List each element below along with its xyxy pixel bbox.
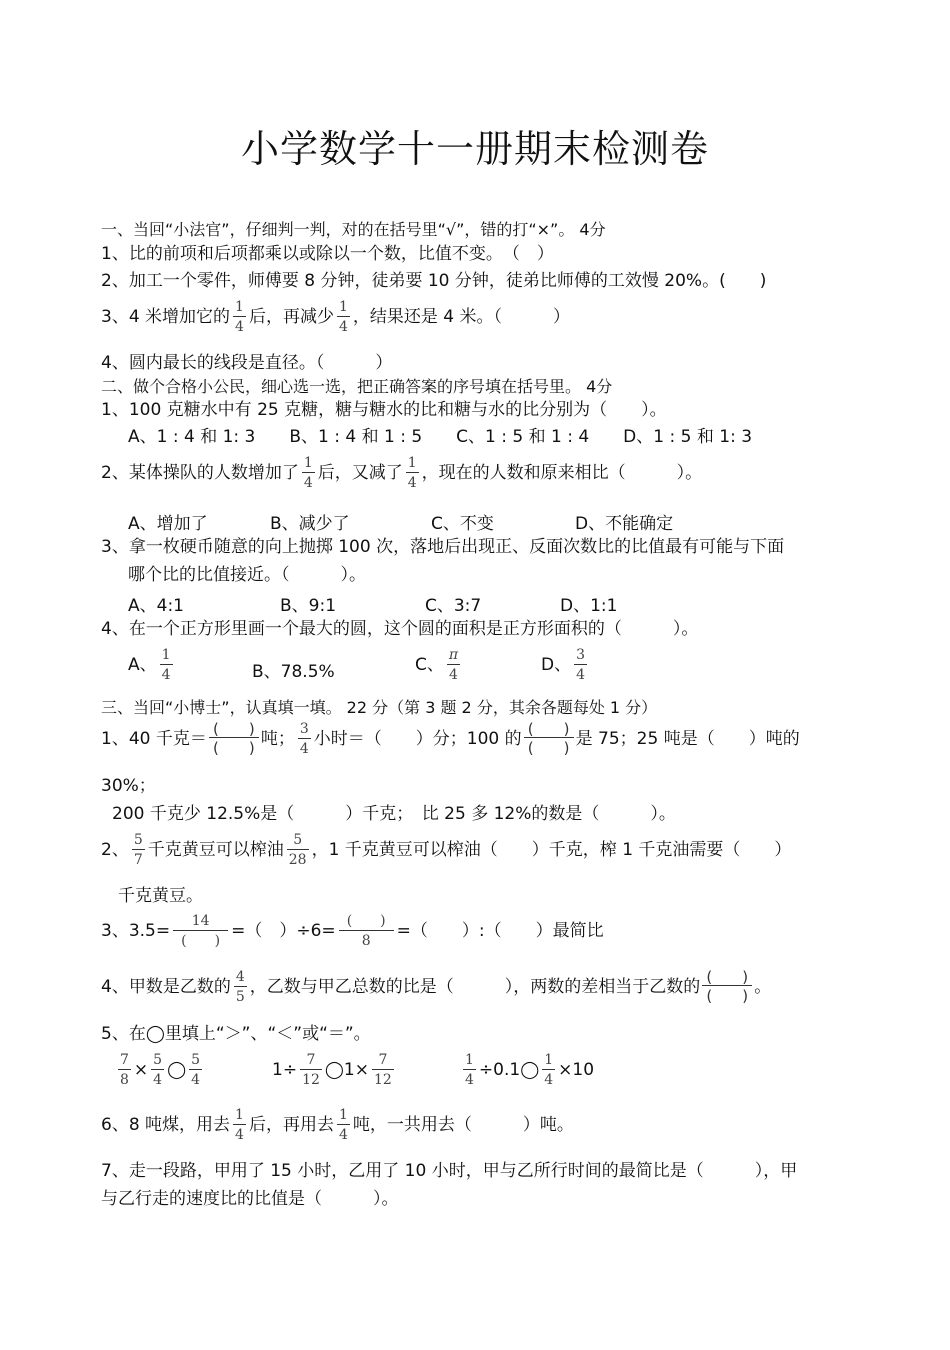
fraction: $\frac{\pi}{4}$ xyxy=(448,647,459,683)
s1-question-2: 2、加工一个零件，师傅要 8 分钟，徒弟要 10 分钟，徒弟比师傅的工效慢 20%。( ) xyxy=(101,271,767,291)
fraction: $\frac{5}{4}$ xyxy=(191,1052,201,1088)
s3-question-2-line2: 千克黄豆。 xyxy=(118,886,203,906)
page-title: 小学数学十一册期末检测卷 xyxy=(240,127,709,171)
s3-question-4: 4、甲数是乙数的 $\frac{4}{5}$ ，乙数与甲乙总数的比是（ ），两数的差相当于乙数的 ( ) ( ) 。 xyxy=(101,968,772,1005)
fraction: $\frac{1}{4}$ xyxy=(544,1052,554,1088)
s3-question-2: 2、 $\frac{5}{7}$ 千克黄豆可以榨油 $\frac{5}{28}$ ，1 千克黄豆可以榨油（ ）千克，榨 1 千克油需要（ ） xyxy=(101,832,792,868)
s3-question-6: 6、8 吨煤，用去 $\frac{1}{4}$ 后，再用去 $\frac{1}{4}$ 吨，一共用去（ ）吨。 xyxy=(101,1107,574,1143)
s3-question-7-line1: 7、走一段路，甲用了 15 小时，乙用了 10 小时，甲与乙所行时间的最简比是（ ），甲 xyxy=(101,1161,798,1181)
fraction: $\frac{1}{4}$ xyxy=(338,299,348,335)
fraction: $\frac{1}{4}$ xyxy=(235,299,244,335)
s2-q4-option-a: A、 $\frac{1}{4}$ xyxy=(128,647,171,683)
section-2-heading: 二、做个合格小公民，细心选一选，把正确答案的序号填在括号里。 4分 xyxy=(101,377,613,396)
fraction: $\frac{1}{4}$ xyxy=(235,1107,244,1143)
s3-question-1-line3: 200 千克少 12.5%是（ ）千克； 比 25 多 12%的数是（ ）。 xyxy=(112,804,676,824)
s3-q5-expression-3: $\frac{1}{4}$ ÷0.1◯ $\frac{1}{4}$ ×10 xyxy=(465,1052,595,1088)
s2-q4-option-c: C、 $\frac{\pi}{4}$ xyxy=(415,647,459,683)
s3-question-7-line2: 与乙行走的速度比的比值是（ ）。 xyxy=(101,1189,399,1209)
fraction-blank: ( ) ( ) xyxy=(702,970,752,1004)
s2-q2-option-c: C、不变 xyxy=(431,514,494,534)
fraction: $\frac{7}{12}$ xyxy=(373,1052,392,1088)
fraction: 14 ( ) xyxy=(173,914,228,948)
fraction: $\frac{1}{4}$ xyxy=(161,647,171,683)
s3-question-5: 5、在◯里填上“＞”、“＜”或“＝”。 xyxy=(101,1024,371,1044)
s2-q2-option-d: D、不能确定 xyxy=(575,514,674,534)
fraction: $\frac{5}{4}$ xyxy=(153,1052,163,1088)
s1-question-1: 1、比的前项和后项都乘以或除以一个数，比值不变。 （ ） xyxy=(101,244,554,264)
s2-q3-option-c: C、3:7 xyxy=(425,596,482,616)
fraction: $\frac{3}{4}$ xyxy=(299,721,309,757)
s1-question-3: 3、4 米增加它的 $\frac{1}{4}$ 后，再减少 $\frac{1}{4}$ ，结果还是 4 米。（ ） xyxy=(101,299,571,335)
s3-q5-expression-1: $\frac{7}{8}$ × $\frac{5}{4}$ ◯ $\frac{5}{4}$ xyxy=(120,1052,201,1088)
s2-q2-option-b: B、减少了 xyxy=(270,514,350,534)
fraction-blank: ( ) ( ) xyxy=(209,722,259,756)
s2-question-1-options: A、1 : 4 和 1: 3 B、1 : 4 和 1 : 5 C、1 : 5 和 1 : 4 D、1 : 5 和 1: 3 xyxy=(128,427,753,447)
s2-question-4: 4、在一个正方形里画一个最大的圆，这个圆的面积是正方形面积的（ ）。 xyxy=(101,619,699,639)
fraction: $\frac{1}{4}$ xyxy=(407,455,417,491)
s2-q3-option-d: D、1:1 xyxy=(560,596,618,616)
fraction: $\frac{7}{8}$ xyxy=(120,1052,129,1088)
s2-q2-option-a: A、增加了 xyxy=(128,514,208,534)
fraction: $\frac{5}{28}$ xyxy=(288,832,307,868)
s2-q4-option-b: B、78.5% xyxy=(252,662,335,682)
fraction: $\frac{7}{12}$ xyxy=(302,1052,320,1088)
fraction: $\frac{1}{4}$ xyxy=(338,1107,348,1143)
s2-question-3-line2: 哪个比的比值接近。（ ）。 xyxy=(128,565,366,585)
fraction: $\frac{3}{4}$ xyxy=(576,647,586,683)
s2-question-1: 1、100 克糖水中有 25 克糖，糖与糖水的比和糖与水的比分别为（ ）。 xyxy=(101,400,667,420)
fraction: ( ) 8 xyxy=(339,914,394,948)
section-1-heading: 一、当回“小法官”，仔细判一判，对的在括号里“√”，错的打“×”。 4分 xyxy=(101,220,606,239)
fraction: $\frac{5}{7}$ xyxy=(133,832,143,868)
s2-q4-option-d: D、 $\frac{3}{4}$ xyxy=(541,647,586,683)
s2-q3-option-a: A、4:1 xyxy=(128,596,184,616)
fraction: $\frac{1}{4}$ xyxy=(303,455,313,491)
s2-question-3-line1: 3、拿一枚硬币随意的向上抛掷 100 次，落地后出现正、反面次数比的比值最有可能与下面 xyxy=(101,537,785,557)
s3-question-1-line2: 30%； xyxy=(101,776,156,796)
s3-q5-expression-2: 1÷ $\frac{7}{12}$ ◯1× $\frac{7}{12}$ xyxy=(272,1052,392,1088)
section-3-heading: 三、当回“小博士”，认真填一填。 22 分（第 3 题 2 分，其余各题每处 1 分） xyxy=(101,698,658,717)
s1-question-4: 4、圆内最长的线段是直径。（ ） xyxy=(101,353,393,373)
s3-question-3: 3、3.5= 14 ( ) =（ ）÷6= ( ) 8 =（ ）:（ ）最简比 xyxy=(101,913,604,949)
s3-question-1: 1、40 千克＝ ( ) ( ) 吨； $\frac{3}{4}$ 小时＝（ ）分；100 的 ( ) ( ) 是 75；25 吨是（ ）吨的 xyxy=(101,720,800,757)
s2-q3-option-b: B、9:1 xyxy=(280,596,337,616)
s2-question-2: 2、某体操队的人数增加了 $\frac{1}{4}$ 后，又减了 $\frac{1}{4}$ ，现在的人数和原来相比（ ）。 xyxy=(101,455,703,491)
fraction: $\frac{4}{5}$ xyxy=(235,969,245,1005)
fraction-blank: ( ) ( ) xyxy=(524,722,574,756)
fraction: $\frac{1}{4}$ xyxy=(465,1052,474,1088)
